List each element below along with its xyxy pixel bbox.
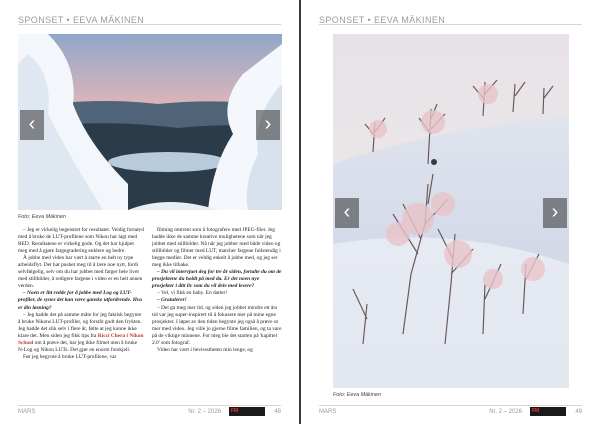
issue-number: Nr. 2 – 2026 (188, 409, 221, 415)
interview-question: – Du vil intervjuet deg for tre år siden, fortalte du om de prosjektene du holdt på med da. Er det noen nye prosjekter i ditt liv som du vil dele med lesere? (152, 269, 282, 290)
paragraph-text: om å prøve det, har jeg ikke filmet uten å bruke N-Log og Nikon LUTs. Det gjør en enorm forskjell. (18, 339, 138, 353)
chevron-left-icon: ‹ (343, 201, 351, 223)
article-column-2 (152, 227, 282, 354)
next-image-button[interactable] (256, 110, 280, 140)
interview-question: – Gratulerer! (157, 297, 187, 304)
birch-trees-photo (333, 34, 569, 388)
paragraph: Å jobbe med video har vært å starte en helt ny type arbeidsflyt. Det har pushet meg til å lære noe nytt, fordi selvfølgelig, selv om du har jobbet med farger hele livet med stillbilder, å redigere fargene i video er en helt annen verden. (18, 255, 143, 290)
page-footer (18, 405, 281, 423)
interview-question: – Noen er litt redde for å jobbe med Log og LUT-profiler, de synes det kan være ganske utfordrende. Hva er din løsning? (18, 290, 142, 311)
photo-caption: Foto: Eeva Mäkinen (18, 214, 66, 220)
paragraph-text: – Jeg hadde det på samme måte for jeg faktisk begynte å bruke Nikons LUT-profiler, og forstår godt den frykten. Jeg hadde det slik selv i flere år, følte at jeg kunne ikke klare det. Men siden jeg fikk tips fra (18, 311, 142, 339)
page-number: 48 (274, 409, 281, 415)
fotomag-logo: FM FOTOMAG (530, 407, 566, 416)
page-footer (319, 405, 582, 423)
winter-landscape-image (18, 34, 282, 210)
next-image-button[interactable] (543, 198, 567, 228)
page-header (18, 10, 281, 25)
paragraph: filming omtrent som å fotografere med JPEG-filer. Jeg hadde ikke de samme kreative mulighetene som når jeg jobbet med stillbilder. Nå når jeg jobber med både video og stillbilder og filmer med LUT, matcher fargene fullstendig i begge medier. Det er veldig enkelt å jobbe med, og jeg ser meg ikke tilbake. (152, 227, 281, 269)
paragraph: – Det ga meg mer tid, og siden jeg jobbet mindre ett års tid var jeg super-inspirert til å fokusere mer på mine egne prosjekter. I løpet av den tiden begynte jeg også å prøve ut mer med video. Jeg ville jo gjerne filme familien, og ta vare på de viktige minnene. For meg ble det starten på 'kapittel 2.0' som fotograf. (152, 304, 282, 346)
paragraph: – Jeg er virkelig begeistret for resultatet. Veldig fornøyd med å bruke de LUT-profilene som Nikon har lagt med RED. Resultatene er virkelig gode. Og det har hjulpet meg med å gjøre fargegradering enklere og bedre. (18, 227, 145, 255)
header-title: SPONSET • EEVA MÄKINEN (319, 15, 446, 25)
paragraph: – Vel, vi fikk en baby. En datter! (157, 290, 228, 297)
paragraph: Før jeg begynte å bruke LUT-profilene, var (23, 353, 117, 360)
left-page (0, 0, 299, 424)
chevron-right-icon: › (264, 113, 272, 135)
paragraph (18, 312, 144, 354)
page-header (319, 10, 582, 25)
chevron-right-icon: › (551, 201, 559, 223)
photo-caption: Foto: Eeva Mäkinen (333, 392, 381, 398)
paragraph: Video har vært i bevissstheten min lenge, og (157, 346, 253, 353)
header-title: SPONSET • EEVA MÄKINEN (18, 15, 145, 25)
birch-trees-image (333, 34, 569, 388)
right-page (301, 0, 600, 424)
article-column-1 (18, 227, 144, 361)
chevron-left-icon: ‹ (28, 113, 36, 135)
magazine-month: MARS (18, 409, 36, 415)
magazine-month: MARS (319, 409, 337, 415)
issue-number: Nr. 2 – 2026 (489, 409, 522, 415)
page-number: 49 (575, 409, 582, 415)
highlighted-name-link[interactable]: Ricci Chera i Nikon School (18, 332, 144, 346)
prev-image-button[interactable] (20, 110, 44, 140)
prev-image-button[interactable] (335, 198, 359, 228)
winter-landscape-photo (18, 34, 282, 210)
fotomag-logo: FM FOTOMAG (229, 407, 265, 416)
